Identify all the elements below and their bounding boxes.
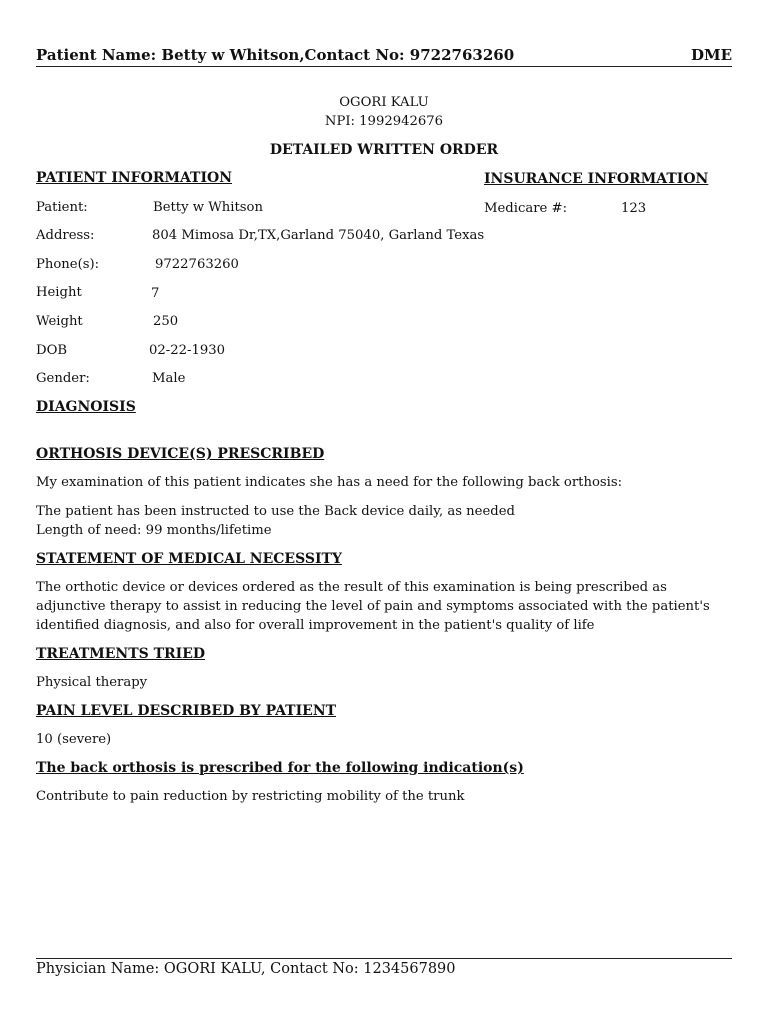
orthosis-exam-text: My examination of this patient indicates she has a need for the following back orthosis: [36, 475, 623, 490]
provider-name: OGORI KALU [339, 95, 429, 110]
provider-npi: NPI: 1992942676 [324, 114, 444, 129]
document-type-label: DME [690, 46, 732, 64]
orthosis-instruction-text: The patient has been instructed to use the Back device daily, as needed [36, 504, 515, 519]
diagnosis-heading: DIAGNOISIS [36, 399, 136, 415]
gender-value: Male [152, 371, 186, 386]
address-value: 804 Mimosa Dr,TX,Garland 75040, Garland Texas [152, 228, 485, 243]
dob-label: DOB [36, 343, 68, 358]
patient-value: Betty w Whitson [153, 200, 263, 215]
weight-value: 250 [153, 314, 179, 329]
phone-value: 9722763260 [155, 257, 239, 272]
footer-divider [36, 958, 732, 959]
header-divider [36, 66, 732, 67]
physician-footer-line: Physician Name: OGORI KALU, Contact No: 1234567890 [36, 961, 456, 977]
orthosis-heading: ORTHOSIS DEVICE(S) PRESCRIBED [36, 446, 325, 462]
insurance-info-heading: INSURANCE INFORMATION [484, 171, 709, 187]
treatments-text: Physical therapy [36, 675, 148, 690]
pain-text: 10 (severe) [36, 732, 112, 747]
height-label: Height [36, 285, 82, 300]
medicare-label: Medicare #: [484, 201, 568, 216]
gender-label: Gender: [36, 371, 90, 386]
phone-label: Phone(s): [36, 257, 100, 272]
pain-heading: PAIN LEVEL DESCRIBED BY PATIENT [36, 703, 337, 719]
dob-value: 02-22-1930 [149, 343, 226, 358]
patient-info-heading: PATIENT INFORMATION [36, 170, 232, 186]
patient-header-line: Patient Name: Betty w Whitson,Contact No: 9722763260 [36, 46, 515, 64]
document-title: DETAILED WRITTEN ORDER [269, 142, 499, 158]
address-label: Address: [36, 228, 95, 243]
necessity-text: The orthotic device or devices ordered as the result of this examination is being prescribed as adjunctive therapy to assist in reducing the level of pain and symptoms associated with the patient's identified diagnosis, and also for overall improvement in the patient's quality of life [36, 580, 710, 633]
indication-heading: The back orthosis is prescribed for the following indication(s) [36, 760, 524, 776]
length-of-need-text: Length of need: 99 months/lifetime [36, 523, 272, 538]
patient-label: Patient: [36, 200, 88, 215]
indication-text: Contribute to pain reduction by restricting mobility of the trunk [36, 789, 465, 804]
weight-label: Weight [36, 314, 83, 329]
height-value: 7 [151, 286, 160, 301]
treatments-heading: TREATMENTS TRIED [36, 646, 206, 662]
medicare-value: 123 [621, 201, 647, 216]
necessity-heading: STATEMENT OF MEDICAL NECESSITY [36, 551, 342, 567]
